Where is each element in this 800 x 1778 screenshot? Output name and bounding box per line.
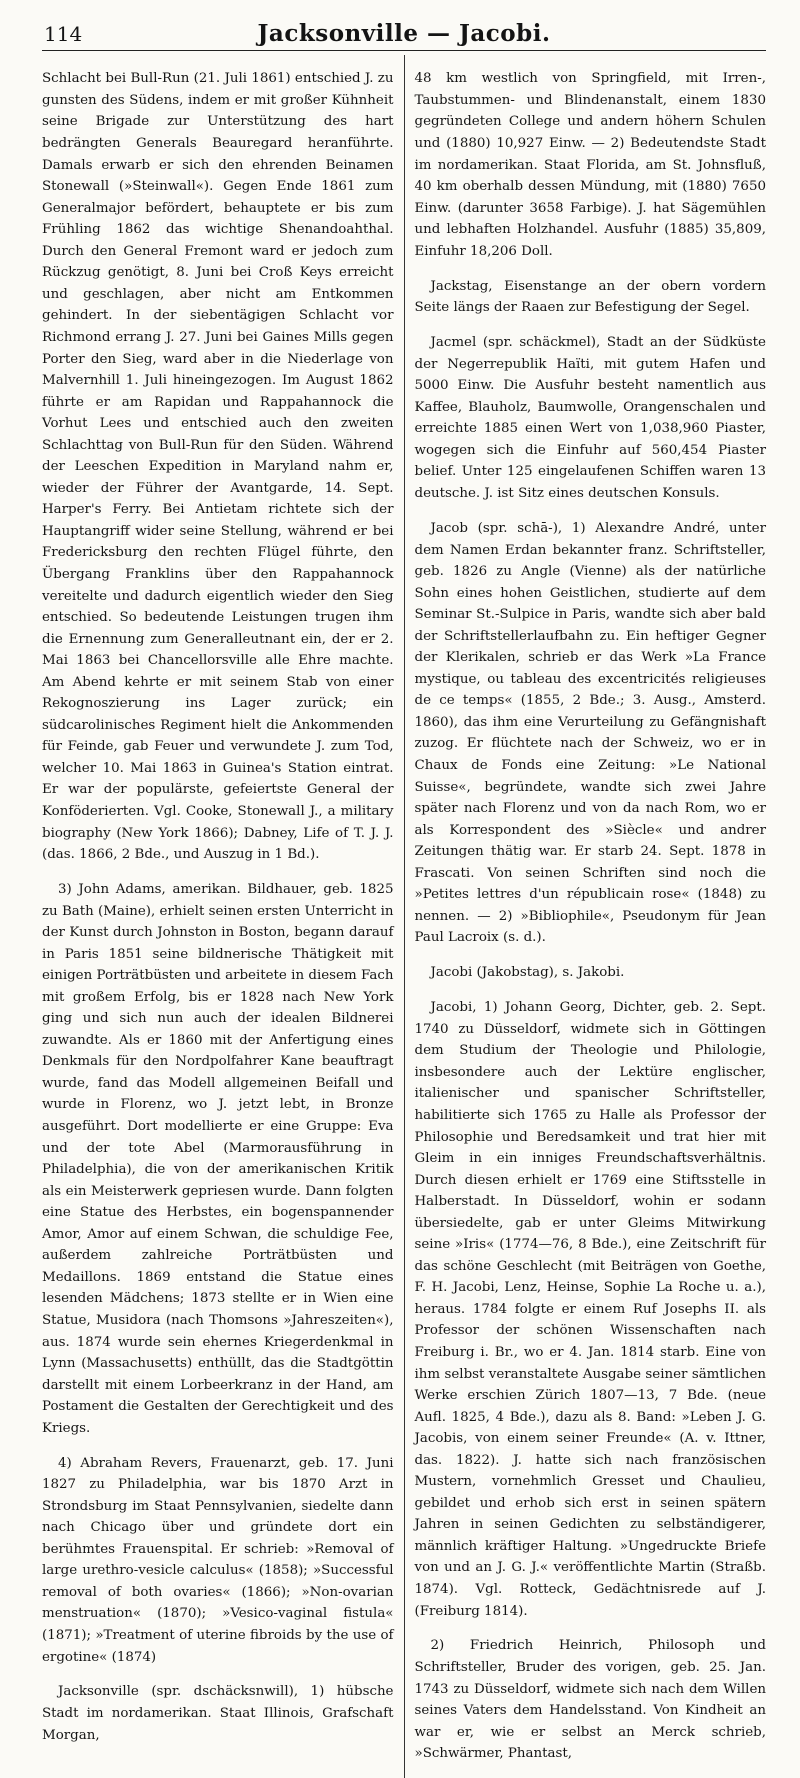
entry-jackson-john-adams: 3) John Adams, amerikan. Bildhauer, geb. 1825 zu Bath (Maine), erhielt seinen ersten Unterricht in der Kunst durch Johnston in Boston, begann darauf in Paris 1851 seine bildnerische Thätigkeit mit einigen Porträtbüsten und arbeitete in diesem Fach mit großem Erfolg, bis er 1828 nach New York ging und sich nun auch der idealen Bildnerei zuwandte. Als er 1860 mit der Anfertigung eines Denkmals für den Nordpolfahrer Kane beauftragt wurde, fand das Modell allgemeinen Beifall und wurde in Florenz, wo J. jetzt lebt, in Bronze ausgeführt. Dort modellierte er eine Gruppe: Eva und der tote Abel (Marmorausführung in Philadelphia), die von der amerikanischen Kritik als ein Meisterwerk gepriesen wurde. Dann folgten eine Statue des Herbstes, ein bogenspannender Amor, Amor auf einem Schwan, die schuldige Fee, außerdem zahlreiche Porträtbüsten und Medaillons. 1869 entstand die Statue eines lesenden Mädchens; 1873 stellte er in Wien eine Statue, Musidora (nach Thomsons »Jahreszeiten«), aus. 1874 wurde sein ehernes Kriegerdenkmal in Lynn (Massachusetts) enthüllt, das die Stadtgöttin darstellt mit einem Lorbeerkranz in der Hand, am Postament die Gestalten der Gerechtigkeit und des Kriegs.: [42, 882, 394, 1436]
entry-jackstag: Jackstag, Eisenstange an der obern vordern Seite längs der Raaen zur Befestigung der Segel.: [414, 278, 766, 316]
page-header: [42, 20, 766, 51]
left-column: [42, 55, 405, 1778]
entry-jacksonville-start: Jacksonville (spr. dschäcksnwill), 1) hübsche Stadt im nordamerikan. Staat Illinois, Grafschaft Morgan,: [42, 1684, 394, 1743]
running-title: Jacksonville — Jacobi.: [257, 20, 551, 47]
entry-jackson-cont: Schlacht bei Bull-Run (21. Juli 1861) entschied J. zu gunsten des Südens, indem er mit großer Kühnheit seine Brigade zur Unterstützung des hart bedrängten Generals Beauregard heranführte. Damals erwarb er sich den ehrenden Beinamen Stonewall (»Steinwall«). Gegen Ende 1861 zum Generalmajor befördert, behauptete er bis zum Frühling 1862 das wichtige Shenandoahthal. Durch den General Fremont ward er jedoch zum Rückzug genötigt, 8. Juni bei Croß Keys erreicht und geschlagen, aber nicht am Entkommen gehindert. In der siebentägigen Schlacht vor Richmond errang J. 27. Juni bei Gaines Mills gegen Porter den Sieg, ward aber in die Niederlage von Malvernhill 1. Juli hineingezogen. Im August 1862 führte er am Rapidan und Rappahannock die Vorhut Lees und entschied auch den zweiten Schlachttag von Bull-Run für den Süden. Während der Leeschen Expedition in Maryland nahm er, wieder der Führer der Avantgarde, 14. Sept. Harper's Ferry. Bei Antietam richtete sich der Hauptangriff wider seine Stellung, während er bei Fredericksburg den rechten Flügel führte, den Übergang Franklins über den Rappahannock vereitelte und dadurch eigentlich wieder den Sieg entschied. So bedeutende Leistungen trugen ihm die Ernennung zum Generalleutnant ein, der er 2. Mai 1863 bei Chancellorsville alle Ehre machte. Am Abend kehrte er mit seinem Stab von einer Rekognoszierung ins Lager zurück; ein südcarolinisches Regiment hielt die Ankommenden für Feinde, gab Feuer und verwundete J. zum Tod, welcher 10. Mai 1863 in Guinea's Station eintrat. Er war der populärste, gefeiertste General der Konföderierten. Vgl. Cooke, Stonewall J., a military biography (New York 1866); Dabney, Life of T. J. J. (das. 1866, 2 Bde., und Auszug in 1 Bd.).: [42, 71, 394, 863]
page-number: 114: [44, 22, 83, 46]
text-columns: [42, 55, 766, 1778]
entry-jacksonville-cont: 48 km westlich von Springfield, mit Irren-, Taubstummen- und Blindenanstalt, einem 1830 gegründeten College und andern höhern Schulen und (1880) 10,927 Einw. — 2) Bedeutendste Stadt im nordamerikan. Staat Florida, am St. Johnsfluß, 40 km oberhalb dessen Mündung, mit (1880) 7650 Einw. (darunter 3658 Farbige). J. hat Sägemühlen und lebhaften Holzhandel. Ausfuhr (1885) 35,809, Einfuhr 18,206 Doll.: [414, 71, 766, 259]
entry-jacob: Jacob (spr. schā-), 1) Alexandre André, unter dem Namen Erdan bekannter franz. Schriftsteller, geb. 1826 zu Angle (Vienne) als der natürliche Sohn eines hohen Geistlichen, studierte auf dem Seminar St.-Sulpice in Paris, wandte sich aber bald der Schriftstellerlaufbahn zu. Ein heftiger Gegner der Klerikalen, schrieb er das Werk »La France mystique, ou tableau des excentricités religieuses de ce temps« (1855, 2 Bde.; 3. Ausg., Amsterd. 1860), das ihm eine Verurteilung zu Gefängnishaft zuzog. Er flüchtete nach der Schweiz, wo er in Chaux de Fonds eine Zeitung: »Le National Suisse«, begründete, wandte sich zwei Jahre später nach Florenz und von da nach Rom, wo er als Korrespondent des »Siècle« und andrer Zeitungen thätig war. Er starb 24. Sept. 1878 in Frascati. Von seinen Schriften sind noch die »Petites lettres d'un républicain rose« (1848) zu nennen. — 2) »Bibliophile«, Pseudonym für Jean Paul Lacroix (s. d.).: [414, 520, 766, 946]
right-column: [405, 55, 767, 1778]
entry-jacobi-jakobstag: Jacobi (Jakobstag), s. Jakobi.: [430, 965, 625, 981]
entry-jacobi-johann-georg: Jacobi, 1) Johann Georg, Dichter, geb. 2. Sept. 1740 zu Düsseldorf, widmete sich in Göttingen dem Studium der Theologie und Philologie, insbesondere auch der Lektüre englischer, italienischer und spanischer Schriftsteller, habilitierte sich 1765 zu Halle als Professor der Philosophie und Beredsamkeit und trat hier mit Gleim in ein inniges Freundschaftsverhältnis. Durch diesen erhielt er 1769 eine Stiftsstelle in Halberstadt. In Düsseldorf, wohin er sodann übersiedelte, gab er unter Gleims Mitwirkung seine »Iris« (1774—76, 8 Bde.), eine Zeitschrift für das schöne Geschlecht (mit Beiträgen von Goethe, F. H. Jacobi, Lenz, Heinse, Sophie La Roche u. a.), heraus. 1784 folgte er einem Ruf Josephs II. als Professor der schönen Wissenschaften nach Freiburg i. Br., wo er 4. Jan. 1814 starb. Eine von ihm selbst veranstaltete Ausgabe seiner sämtlichen Werke erschien Zürich 1807—13, 7 Bde. (neue Aufl. 1825, 4 Bde.), dazu als 8. Band: »Leben J. G. Jacobis, von einem seiner Freunde« (A. v. Ittner, das. 1822). J. hatte sich nach französischen Mustern, vornehmlich Gresset und Chaulieu, gebildet und erhob sich erst in seinen spätern Jahren in seinen Gedichten zu selbständigerer, männlich kräftiger Haltung. »Ungedruckte Briefe von und an J. G. J.« veröffentlichte Martin (Straßb. 1874). Vgl. Rotteck, Gedächtnisrede auf J. (Freiburg 1814).: [414, 1000, 766, 1619]
entry-jackson-abraham-revers: 4) Abraham Revers, Frauenarzt, geb. 17. Juni 1827 zu Philadelphia, war bis 1870 Arzt in Strondsburg im Staat Pennsylvanien, siedelte dann nach Chicago über und gründete dort ein berühmtes Frauenspital. Er schrieb: »Removal of large urethro-vesicle calculus« (1858); »Successful removal of both ovaries« (1866); »Non-ovarian menstruation« (1870); »Vesico-vaginal fistula« (1871); »Treatment of uterine fibroids by the use of ergotine« (1874): [42, 1455, 394, 1665]
entry-jacobi-friedrich-heinrich: 2) Friedrich Heinrich, Philosoph und Schriftsteller, Bruder des vorigen, geb. 25. Jan. 1743 zu Düsseldorf, widmete sich nach dem Willen seines Vaters dem Handelsstand. Von Kindheit an war er, wie er selbst an Merck schrieb, »Schwärmer, Phantast,: [414, 1638, 766, 1762]
entry-jacmel: Jacmel (spr. schäckmel), Stadt an der Südküste der Negerrepublik Haïti, mit gutem Hafen und 5000 Einw. Die Ausfuhr besteht namentlich aus Kaffee, Blauholz, Baumwolle, Orangenschalen und erreichte 1885 einen Wert von 1,038,960 Piaster, wogegen sich die Einfuhr auf 560,454 Piaster belief. Unter 125 eingelaufenen Schiffen waren 13 deutsche. J. ist Sitz eines deutschen Konsuls.: [414, 335, 766, 502]
